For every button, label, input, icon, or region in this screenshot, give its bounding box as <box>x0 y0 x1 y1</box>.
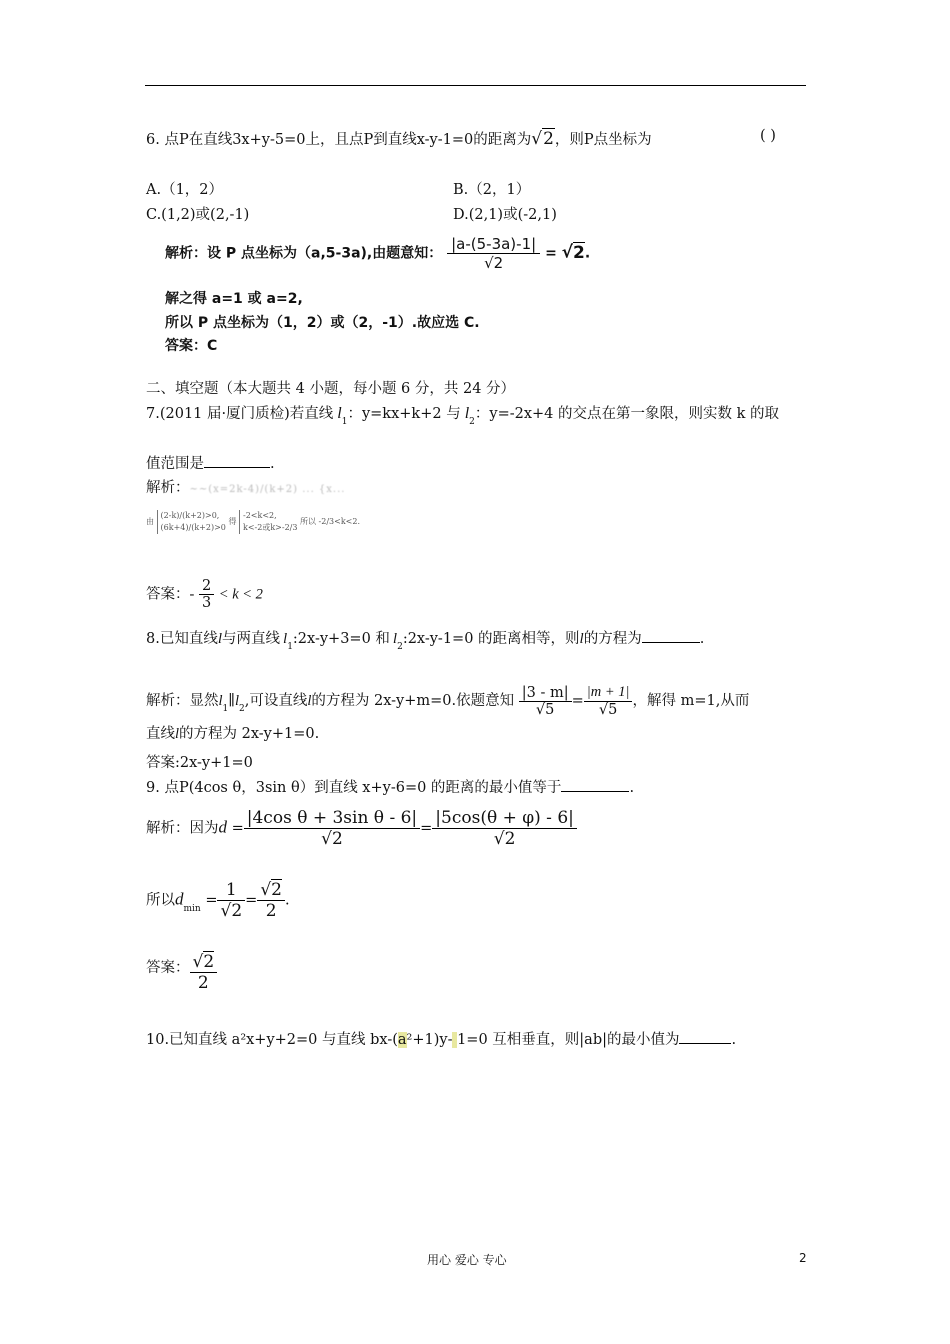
q9-solution-line2 <box>146 880 290 921</box>
q9-answer-fraction <box>190 952 218 993</box>
q9-dot: . <box>629 780 635 796</box>
q9-dmin: d <box>175 889 184 909</box>
q9-answer <box>146 952 217 993</box>
section-heading: 二、填空题（本大题共 4 小题，每小题 6 分，共 24 分） <box>146 381 516 397</box>
q6-solution-line1 <box>165 235 590 272</box>
q7-stem-text-a: 7.(2011 届·厦门质检)若直线 <box>146 406 334 422</box>
q9-f4-den: 2 <box>265 901 277 921</box>
q8-text-b: 与两直线 <box>222 631 281 647</box>
q6-solution-line3: 所以 P 点坐标为（1，2）或（2，-1）.故应选 C. <box>165 315 480 331</box>
q9-dmin-sub: min <box>183 903 201 914</box>
q8-text-d: :2x-y-1=0 的距离相等，则 <box>402 631 580 647</box>
q7-ans-num: 2 <box>199 578 214 595</box>
q9-f4-num: √2 <box>257 880 285 901</box>
q7-stem-line2 <box>146 452 275 473</box>
q10-text-b: ²+1)y- <box>406 1032 453 1048</box>
q9-f3-num: 1 <box>217 880 245 901</box>
q8-sol-text-f: 的方程为 2x-y+1=0. <box>179 726 320 742</box>
footer-motto: 用心 爱心 专心 <box>427 1253 507 1267</box>
q8-sol-l: l <box>307 693 312 709</box>
q6-solution-fraction <box>447 235 540 272</box>
q6-rhs: √2 <box>561 242 585 263</box>
q8-stem <box>146 627 705 652</box>
q7-answer-fraction <box>199 578 214 611</box>
q7-ans-den: 3 <box>201 595 212 611</box>
sqrt-2: √2 <box>531 129 554 149</box>
q6-answer: 答案：C <box>165 338 218 354</box>
q9-sol-text-b: 所以 <box>146 892 175 909</box>
q9-ans-num: √2 <box>190 952 218 973</box>
q8-answer-blank[interactable] <box>642 641 700 643</box>
q6-option-d: D.(2,1)或(-2,1) <box>453 207 557 223</box>
q10-answer-blank[interactable] <box>679 1042 731 1044</box>
q8-sol-l3: l <box>175 726 180 742</box>
q9-f3-radicand: 2 <box>231 901 243 921</box>
q8-l2-sub: 2 <box>397 642 403 652</box>
q7-l1-sub: 1 <box>341 417 348 427</box>
q8-parallel: ∥ <box>228 693 235 709</box>
q7-answer-blank[interactable] <box>204 466 270 468</box>
q9-frac1-radicand: 2 <box>331 829 343 849</box>
q7-system-ineq4: k<-2或k>-2/3 <box>242 523 298 532</box>
q7-system-de: 得 <box>228 517 237 526</box>
q8-frac2-num: |m + 1| <box>584 684 633 702</box>
q9-frac2-radicand: 2 <box>504 829 516 849</box>
q8-sol-text-e: 直线 <box>146 726 175 742</box>
q8-sol-text-a: 解析：显然 <box>146 693 219 709</box>
q7-answer <box>146 578 263 611</box>
q10-stem <box>146 1028 736 1049</box>
q9-eq2: = <box>420 820 433 837</box>
q6-option-c: C.(1,2)或(2,-1) <box>146 207 250 223</box>
q7-solution-label: 解析： <box>146 480 190 496</box>
q9-dot2: . <box>284 892 290 909</box>
q9-eq4: = <box>245 892 258 909</box>
q8-equals: = <box>571 693 584 709</box>
q7-system-ineq2: (6k+4)/(k+2)>0 <box>160 523 226 532</box>
q8-frac1-num: |3 - m| <box>519 685 572 702</box>
q8-answer: 答案:2x-y+1=0 <box>146 755 253 771</box>
q7-l1: l <box>337 405 342 422</box>
q6-stem-text-b: ，则P点坐标为 <box>554 132 652 148</box>
q9-sol-text: 解析：因为 <box>146 820 219 837</box>
q8-sol-text-c: 的方程为 2x-y+m=0.依题意知 <box>311 693 515 709</box>
q9-f3-den: √2 <box>220 901 243 921</box>
q6-solution-text: 解析：设 P 点坐标为（a,5-3a),由题意知： <box>165 245 443 262</box>
q8-solution-line1 <box>146 684 749 718</box>
q7-system-ineq3: -2<k<2, <box>242 511 277 520</box>
q8-sol-l1: l <box>218 693 223 709</box>
q8-sol-l2-sub: 2 <box>239 704 245 714</box>
q6-frac-den: √2 <box>484 254 504 272</box>
q6-rhs-dot: . <box>584 245 591 262</box>
q10-text-a: 10.已知直线 a²x+y+2=0 与直线 bx-( <box>146 1032 398 1048</box>
q6-paren: ( ) <box>760 128 776 144</box>
q7-system-right <box>239 510 297 534</box>
q8-l1: l <box>283 631 288 647</box>
q8-text-a: 8.已知直线 <box>146 631 218 647</box>
q9-fraction-1 <box>244 808 420 849</box>
q7-stem-text-b: ：y=kx+k+2 与 <box>347 406 461 422</box>
q7-l2-sub: 2 <box>469 417 475 427</box>
q9-eq3: = <box>205 892 218 909</box>
q8-frac1-radicand: 5 <box>545 701 555 718</box>
q7-answer-tail: < k < 2 <box>218 586 263 603</box>
q9-stem <box>146 776 634 797</box>
q9-fraction-2 <box>432 808 577 849</box>
q6-stem-text-a: 6. 点P在直线3x+y-5=0上，且点P到直线x-y-1=0的距离为 <box>146 132 532 148</box>
q8-l2: l <box>392 631 398 647</box>
q9-stem-text: 9. 点P(4cos θ，3sin θ）到直线 x+y-6=0 的距离的最小值等于 <box>146 780 562 796</box>
q8-text-c: :2x-y+3=0 和 <box>292 631 390 647</box>
q9-answer-blank[interactable] <box>561 790 629 792</box>
q9-d: d <box>218 817 227 837</box>
q9-eq1: = <box>231 820 244 837</box>
q6-stem <box>146 128 652 149</box>
q8-l: l <box>217 631 223 647</box>
q9-frac2-den: √2 <box>493 829 516 849</box>
q8-sol-text-b: ,可设直线 <box>244 693 308 709</box>
q7-system-you: 由 <box>146 517 154 526</box>
q6-rhs-radicand: 2 <box>573 242 585 263</box>
q10-highlight: a <box>397 1032 407 1048</box>
q7-faded-formula: ~~(x=2k-4)/(k+2) ... {x... <box>189 484 346 495</box>
q8-sol-l2: l <box>234 693 239 709</box>
q10-text-c: 1=0 互相垂直，则|ab|的最小值为 <box>457 1032 680 1048</box>
q9-fraction-3 <box>217 880 245 921</box>
q8-fraction-1 <box>519 685 572 718</box>
q9-frac1-num: |4cos θ + 3sin θ - 6| <box>244 808 420 829</box>
q7-answer-label: 答案： <box>146 586 190 603</box>
q8-sol-l1-sub: 1 <box>222 704 229 714</box>
q8-l3: l <box>579 631 584 647</box>
q6-option-a: A.（1，2） <box>146 182 224 198</box>
q8-text-e: 的方程为 <box>583 631 642 647</box>
q6-option-b: B.（2，1） <box>453 182 531 198</box>
q8-frac2-radicand: 5 <box>608 702 618 718</box>
q8-frac1-den: √5 <box>535 701 555 718</box>
sqrt-radicand: 2 <box>543 129 554 149</box>
q6-frac-num: |a-(5-3a)-1| <box>447 235 540 254</box>
q7-system-ineq1: (2-k)/(k+2)>0, <box>160 511 220 520</box>
q6-frac-den-radicand: 2 <box>493 254 504 272</box>
q7-stem-line1 <box>146 402 780 427</box>
q7-system <box>146 510 360 534</box>
q10-dot: . <box>731 1032 737 1048</box>
q9-ans-den: 2 <box>197 973 209 993</box>
q6-solution-line2: 解之得 a=1 或 a=2, <box>165 291 303 307</box>
q9-ans-radicand: 2 <box>203 952 215 972</box>
q8-solution-line2 <box>146 722 319 743</box>
q9-f4-radicand: 2 <box>271 880 282 900</box>
q8-sol-text-d: ，解得 m=1,从而 <box>632 693 750 709</box>
q7-stem-text-c: ：y=-2x+4 的交点在第一象限，则实数 k 的取 <box>474 406 780 422</box>
q7-stem-dot: . <box>270 456 275 472</box>
q6-equals: = <box>545 245 562 262</box>
q7-system-conclusion: 所以 -2/3<k<2. <box>300 517 361 526</box>
q8-l1-sub: 1 <box>287 642 293 652</box>
q9-fraction-4 <box>257 880 285 921</box>
q7-system-left <box>157 510 226 534</box>
q7-l2: l <box>464 405 470 422</box>
q8-frac2-den: √5 <box>598 702 618 718</box>
q9-solution-line1 <box>146 808 577 849</box>
header-rule <box>145 85 806 86</box>
q9-frac2-num: |5cos(θ + φ) - 6| <box>432 808 577 829</box>
q7-answer-minus: - <box>189 586 195 603</box>
q9-frac1-den: √2 <box>321 829 343 849</box>
q8-dot: . <box>699 631 705 647</box>
q8-fraction-2 <box>584 684 633 718</box>
page-number: 2 <box>799 1251 807 1265</box>
q9-answer-label: 答案： <box>146 960 190 976</box>
q7-stem-text-d: 值范围是 <box>146 456 204 472</box>
q7-solution-line <box>146 476 345 497</box>
